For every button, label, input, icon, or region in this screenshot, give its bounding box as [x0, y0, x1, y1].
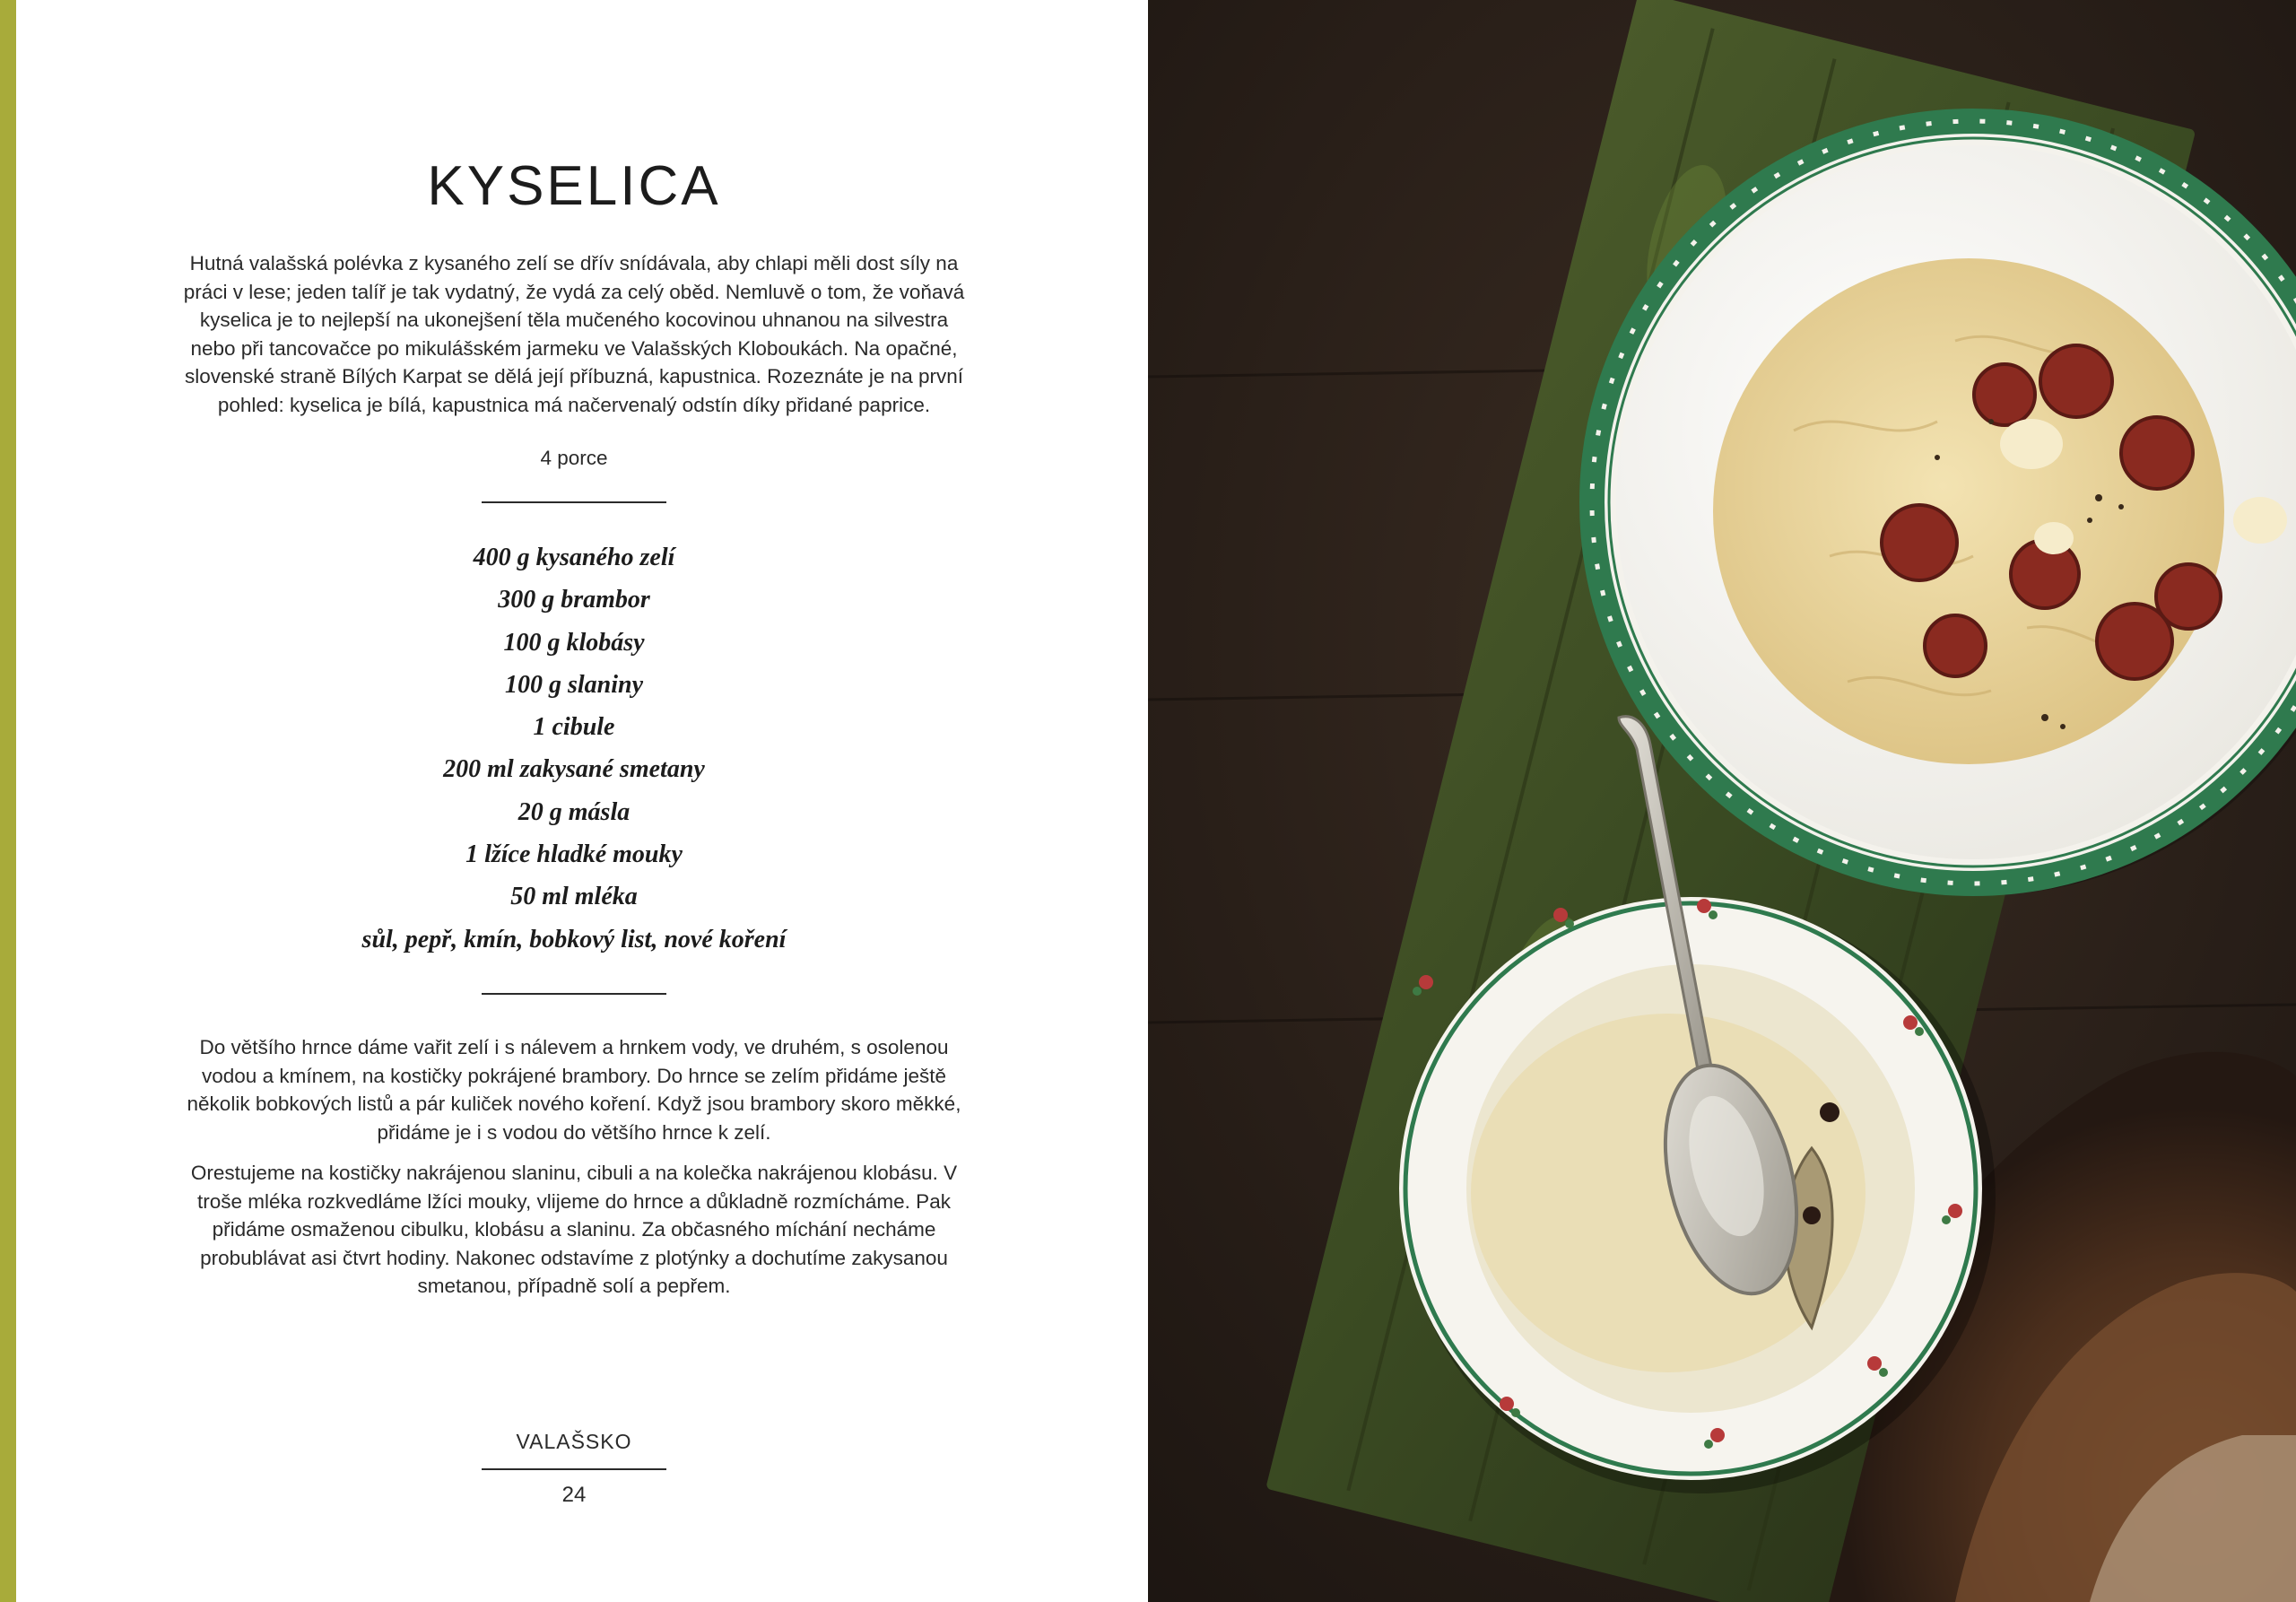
- soup-photo: [1148, 0, 2296, 1602]
- recipe-method: [179, 1033, 969, 1313]
- region-label: VALAŠSKO: [516, 1430, 632, 1453]
- footer-rule: [482, 1468, 666, 1470]
- ingredient-item: 1 cibule: [533, 713, 615, 742]
- divider-rule: [482, 993, 666, 995]
- ingredient-item: 100 g slaniny: [504, 670, 644, 699]
- recipe-intro: Hutná valašská polévka z kysaného zelí se dřív snídávala, aby chlapi měli dost síly na práci v lese; jeden talíř je tak vydatný, že vydá za celý oběd. Nemluvě o tom, že voňavá kyselica je to nejlepší na ukonejšení těla mučeného kocovinou uhnanou na silvestra nebo při tancovačce po mikulášském jarmeku ve Valašských Kloboukách. Na opačné, slovenské straně Bílých Karpat se dělá její příbuzná, kapustnica. Rozeznáte je na první pohled: kyselica je bílá, kapustnica má načervenalý odstín díky přidané paprice.: [183, 252, 965, 416]
- recipe-title: KYSELICA: [427, 155, 721, 217]
- page-number: 24: [561, 1483, 587, 1507]
- ingredient-item: 300 g brambor: [498, 586, 650, 614]
- divider-rule: [482, 501, 666, 503]
- page-accent-bar: [0, 0, 16, 1602]
- ingredient-item: 1 lžíce hladké mouky: [465, 840, 683, 869]
- ingredients-list: [179, 536, 969, 961]
- method-paragraph: Orestujeme na kostičky nakrájenou slaninu, cibuli a na kolečka nakrájenou klobásu. V troše mléka rozkvedláme lžíci mouky, vlijeme do hrnce a důkladně rozmícháme. Pak přidáme osmaženou cibulku, klobásu a slaninu. Za občasného míchání necháme probublávat asi čtvrt hodiny. Nakonec odstavíme z plotýnky a dochutíme zakysanou smetanou, případně solí a pepřem.: [190, 1162, 958, 1297]
- ingredient-item: 400 g kysaného zelí: [473, 544, 675, 571]
- ingredient-item: 50 ml mléka: [510, 883, 638, 911]
- soup-photo-illustration: [1148, 0, 2296, 1602]
- method-paragraph: Do většího hrnce dáme vařit zelí i s nálevem a hrnkem vody, ve druhém, s osolenou vodou a kmínem, na kostičky pokrájené brambory. Do hrnce se zelím přidáme ještě několik bobkových listů a pár kuliček nového koření. Když jsou brambory skoro měkké, přidáme je i s vodou do většího hrnce k zelí.: [187, 1036, 961, 1144]
- recipe-portions: 4 porce: [540, 447, 608, 469]
- ingredient-item: 100 g klobásy: [503, 628, 645, 657]
- ingredient-item: 200 ml zakysané smetany: [443, 755, 705, 784]
- soup-plate: [1592, 121, 2296, 895]
- ingredient-item: sůl, pepř, kmín, bobkový list, nové koření: [361, 925, 787, 953]
- ingredient-item: 20 g másla: [517, 797, 631, 826]
